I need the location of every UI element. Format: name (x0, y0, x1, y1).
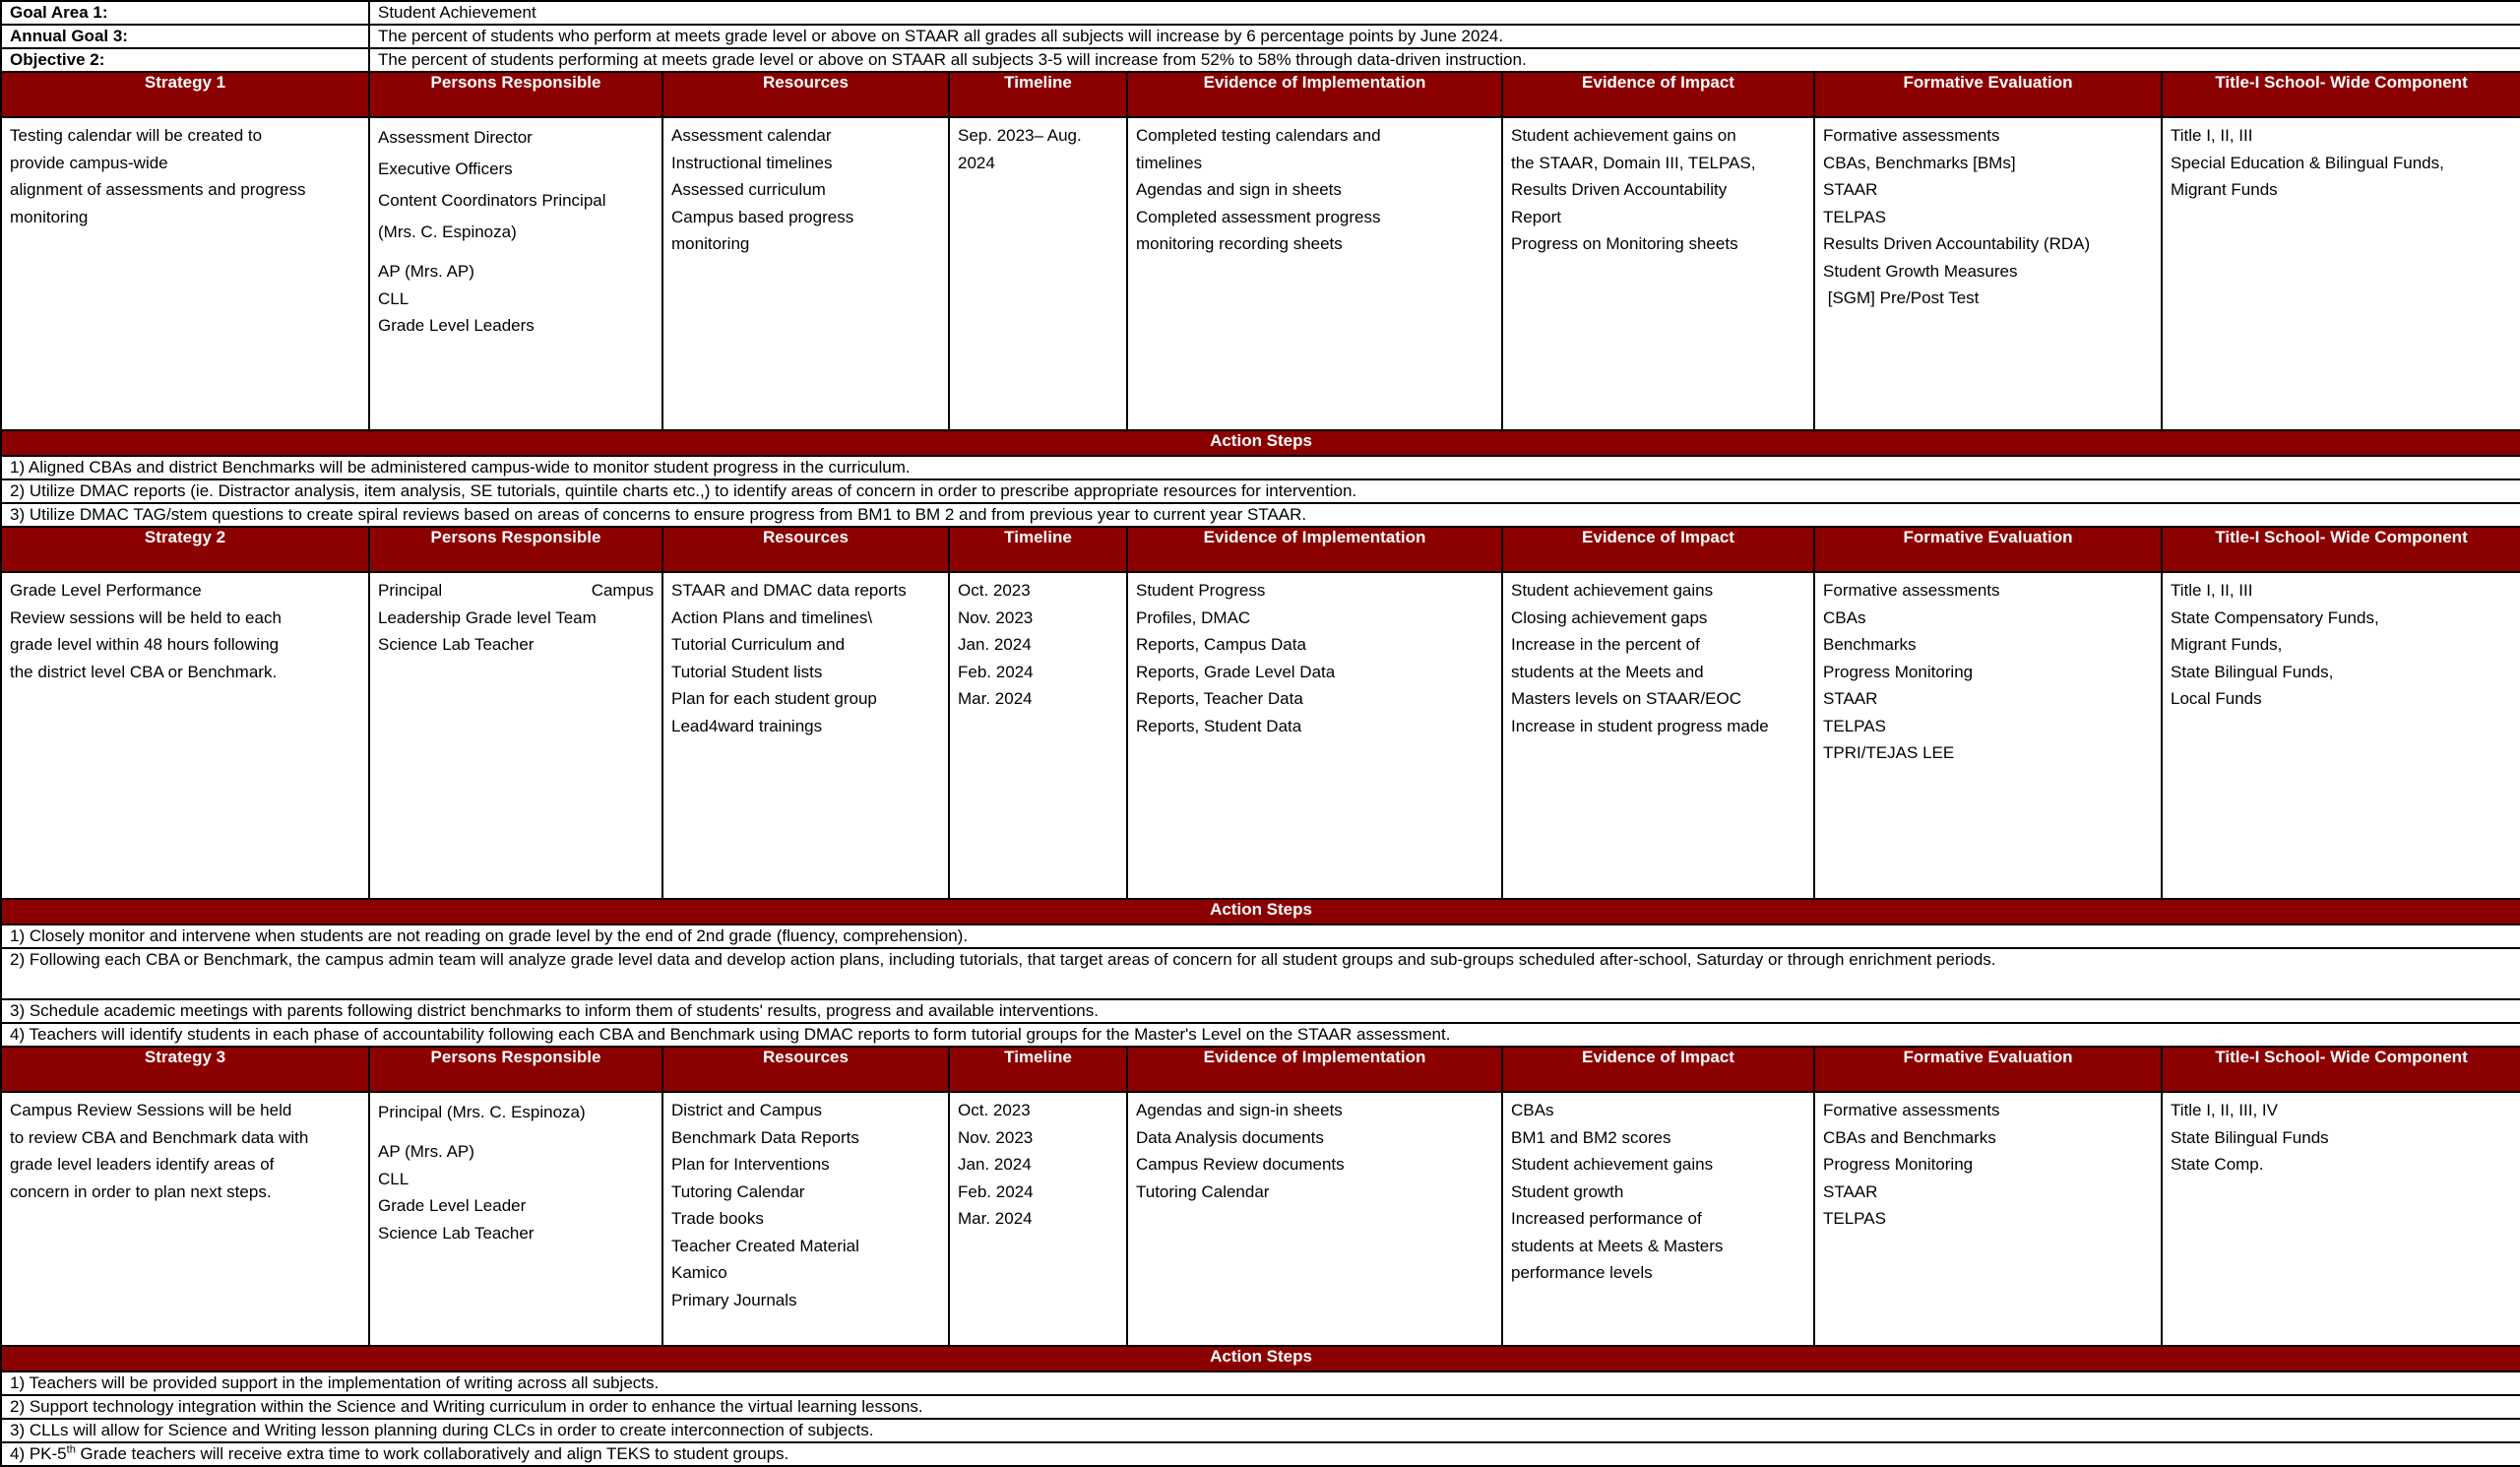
text-line: Principal (Mrs. C. Espinoza) (378, 1103, 586, 1121)
action-steps-header-row (1, 899, 2520, 925)
goal-area-label: Goal Area 1: (1, 1, 369, 25)
title-i-component (2162, 117, 2520, 430)
person-principal: Principal (378, 581, 443, 600)
text-line: Grade Level Performance (10, 581, 202, 600)
action-step-row (1, 479, 2520, 503)
text-line: Assessment calendar (671, 126, 832, 145)
text-line: Local Funds (2171, 689, 2262, 708)
column-header-evidence-implementation: Evidence of Implementation (1127, 1047, 1502, 1092)
text-line: Formative assessments (1823, 1101, 2000, 1119)
text-line: Nov. 2023 (958, 607, 1034, 627)
text-line: students at Meets & Masters (1511, 1236, 1724, 1255)
annual-goal-row (1, 25, 2520, 48)
action-steps-header-row (1, 1346, 2520, 1371)
text-line: Increase in the percent of (1511, 635, 1700, 654)
text-line: CLL (378, 1169, 410, 1188)
text-line: Grade Level Leaders (378, 316, 535, 335)
annual-goal-label: Annual Goal 3: (1, 25, 369, 48)
action-step: 2) Support technology integration within the Science and Writing curriculum in order to enhance the virtual learning lessons. (1, 1395, 2520, 1419)
text-line: Completed assessment progress (1136, 207, 1381, 226)
text-line: Progress Monitoring (1823, 1155, 1974, 1174)
column-header-timeline: Timeline (949, 1047, 1127, 1092)
text-line: CBAs (1511, 1101, 1554, 1119)
timeline (949, 117, 1127, 430)
text-line: AP (Mrs. AP) (378, 262, 474, 281)
formative-evaluation (1814, 572, 2162, 899)
persons-responsible (369, 117, 662, 430)
text-line: State Bilingual Funds (2171, 1127, 2329, 1147)
text-line: the STAAR, Domain III, TELPAS, (1511, 153, 1756, 172)
text-line: Agendas and sign in sheets (1136, 180, 1342, 199)
text-line: grade level within 48 hours following (10, 635, 280, 654)
text-line: Feb. 2024 (958, 1181, 1034, 1201)
text-line: Title I, II, III (2171, 126, 2253, 145)
text-line: monitoring recording sheets (1136, 234, 1343, 253)
column-header-timeline: Timeline (949, 72, 1127, 117)
strategy-title: Strategy 2 (1, 527, 369, 572)
text-line: Migrant Funds (2171, 180, 2278, 199)
text-line: Plan for each student group (671, 689, 877, 708)
text-line: Grade Level Leader (378, 1196, 527, 1215)
column-header-resources: Resources (662, 72, 949, 117)
text-line: timelines (1136, 153, 1203, 172)
person-campus: Campus (591, 581, 654, 600)
text-line: concern in order to plan next steps. (10, 1181, 272, 1201)
column-header-resources: Resources (662, 1047, 949, 1092)
text-line: Content Coordinators Principal (378, 191, 606, 210)
text-line: State Comp. (2171, 1155, 2264, 1174)
spacer (378, 1128, 654, 1138)
text-line: Oct. 2023 (958, 581, 1031, 600)
action-step-text: 4) PK-5 (10, 1444, 67, 1463)
strategy-description (1, 1092, 369, 1346)
superscript: th (66, 1443, 76, 1456)
evidence-impact (1502, 572, 1814, 899)
text-line: provide campus-wide (10, 153, 168, 172)
text-line: TPRI/TEJAS LEE (1823, 743, 1955, 762)
text-line: CBAs, Benchmarks [BMs] (1823, 153, 2016, 172)
text-line: State Bilingual Funds, (2171, 662, 2334, 681)
text-line: TELPAS (1823, 1209, 1886, 1228)
text-line: Tutorial Student lists (671, 662, 823, 681)
text-line: Student achievement gains on (1511, 126, 1736, 145)
text-line: Jan. 2024 (958, 1155, 1032, 1174)
action-step: 1) Teachers will be provided support in the implementation of writing across all subjects. (1, 1371, 2520, 1395)
text-line: Sep. 2023– Aug. (958, 126, 1082, 145)
strategy-description (1, 117, 369, 430)
text-line: Benchmark Data Reports (671, 1127, 859, 1147)
text-line: Testing calendar will be created to (10, 126, 263, 145)
column-header-title-i: Title-I School- Wide Component (2162, 1047, 2520, 1092)
text-line: Jan. 2024 (958, 635, 1032, 654)
evidence-impact (1502, 117, 1814, 430)
resources (662, 117, 949, 430)
text-line: TELPAS (1823, 207, 1886, 226)
text-line: Mar. 2024 (958, 689, 1033, 708)
strategy-3-body-row (1, 1092, 2520, 1346)
text-line (378, 577, 654, 605)
text-line: CLL (378, 288, 410, 308)
text-line: Benchmarks (1823, 635, 1917, 654)
formative-evaluation (1814, 117, 2162, 430)
action-steps-label: Action Steps (1, 430, 2520, 456)
column-header-evidence-impact: Evidence of Impact (1502, 1047, 1814, 1092)
text-line: Leadership Grade level Team (378, 607, 597, 627)
strategy-description (1, 572, 369, 899)
column-header-title-i: Title-I School- Wide Component (2162, 527, 2520, 572)
evidence-impact (1502, 1092, 1814, 1346)
action-step-row (1, 925, 2520, 948)
column-header-evidence-impact: Evidence of Impact (1502, 72, 1814, 117)
text-line: CBAs and Benchmarks (1823, 1127, 1996, 1147)
text-line: Formative assessments (1823, 581, 2000, 600)
text-line: Title I, II, III, IV (2171, 1101, 2278, 1119)
text-line: Progress Monitoring (1823, 662, 1974, 681)
resources (662, 1092, 949, 1346)
text-line: TELPAS (1823, 716, 1886, 735)
text-line: alignment of assessments and progress (10, 180, 306, 199)
text-line: Instructional timelines (671, 153, 833, 172)
column-header-timeline: Timeline (949, 527, 1127, 572)
column-header-persons: Persons Responsible (369, 527, 662, 572)
text-line: Completed testing calendars and (1136, 126, 1381, 145)
action-step-row (1, 1442, 2520, 1466)
text-line: Special Education & Bilingual Funds, (2171, 153, 2444, 172)
text-line: Science Lab Teacher (378, 635, 535, 654)
text-line: Student achievement gains (1511, 1155, 1714, 1174)
action-step-row (1, 456, 2520, 479)
text-line: grade level leaders identify areas of (10, 1155, 275, 1174)
action-step-row (1, 948, 2520, 999)
column-header-persons: Persons Responsible (369, 72, 662, 117)
text-line: 2024 (958, 153, 995, 172)
column-header-formative: Formative Evaluation (1814, 527, 2162, 572)
text-line: Assessment Director (378, 128, 533, 147)
action-step-row (1, 1419, 2520, 1442)
strategy-2-header-row (1, 527, 2520, 572)
text-line: Student Growth Measures (1823, 261, 2018, 281)
objective-row (1, 48, 2520, 72)
timeline (949, 572, 1127, 899)
action-steps-header-row (1, 430, 2520, 456)
action-steps-label: Action Steps (1, 899, 2520, 925)
column-header-title-i: Title-I School- Wide Component (2162, 72, 2520, 117)
column-header-evidence-implementation: Evidence of Implementation (1127, 72, 1502, 117)
text-line: Tutoring Calendar (1136, 1181, 1270, 1201)
text-line: Science Lab Teacher (378, 1223, 535, 1243)
text-line: Reports, Campus Data (1136, 635, 1306, 654)
evidence-implementation (1127, 1092, 1502, 1346)
text-line: monitoring (671, 234, 750, 253)
text-line: Formative assessments (1823, 126, 2000, 145)
annual-goal-value: The percent of students who perform at meets grade level or above on STAAR all grades all subjects will increase by 6 percentage points by June 2024. (369, 25, 2520, 48)
action-step: 1) Aligned CBAs and district Benchmarks will be administered campus-wide to monitor student progress in the curriculum. (1, 456, 2520, 479)
formative-evaluation (1814, 1092, 2162, 1346)
column-header-formative: Formative Evaluation (1814, 1047, 2162, 1092)
text-line: State Compensatory Funds, (2171, 607, 2379, 627)
column-header-persons: Persons Responsible (369, 1047, 662, 1092)
objective-label: Objective 2: (1, 48, 369, 72)
text-line: Plan for Interventions (671, 1155, 830, 1174)
text-line: Student achievement gains (1511, 581, 1714, 600)
text-line: Data Analysis documents (1136, 1127, 1324, 1147)
action-step-row (1, 1395, 2520, 1419)
text-line: Feb. 2024 (958, 662, 1034, 681)
text-line: Title I, II, III (2171, 581, 2253, 600)
strategy-1-header-row (1, 72, 2520, 117)
action-step-row (1, 1371, 2520, 1395)
text-line: Tutoring Calendar (671, 1181, 805, 1201)
text-line: Trade books (671, 1209, 764, 1228)
column-header-evidence-implementation: Evidence of Implementation (1127, 527, 1502, 572)
text-line: Reports, Student Data (1136, 716, 1302, 735)
text-line: Migrant Funds, (2171, 635, 2283, 654)
text-line: the district level CBA or Benchmark. (10, 662, 278, 681)
title-i-component (2162, 572, 2520, 899)
text-line: BM1 and BM2 scores (1511, 1127, 1671, 1147)
text-line: Kamico (671, 1263, 727, 1282)
text-line: Student Progress (1136, 581, 1266, 600)
text-line: Assessed curriculum (671, 180, 826, 199)
action-step-row (1, 999, 2520, 1023)
action-step (1, 1442, 2520, 1466)
text-line: Increased performance of (1511, 1209, 1702, 1228)
text-line: Review sessions will be held to each (10, 607, 282, 627)
goal-area-value: Student Achievement (369, 1, 2520, 25)
text-line: Oct. 2023 (958, 1101, 1031, 1119)
text-line: [SGM] Pre/Post Test (1823, 288, 1980, 307)
evidence-implementation (1127, 572, 1502, 899)
action-step-row (1, 1023, 2520, 1047)
goal-area-row (1, 1, 2520, 25)
text-line: Report (1511, 207, 1562, 226)
objective-value: The percent of students performing at meets grade level or above on STAAR all subjects 3-5 will increase from 52% to 58% through data-driven instruction. (369, 48, 2520, 72)
text-line: Action Plans and timelines\ (671, 607, 873, 627)
text-line: AP (Mrs. AP) (378, 1142, 474, 1161)
text-line: Reports, Teacher Data (1136, 689, 1303, 708)
strategy-1-body-row (1, 117, 2520, 430)
strategy-title: Strategy 3 (1, 1047, 369, 1092)
text-line: Tutorial Curriculum and (671, 635, 846, 654)
text-line: STAAR (1823, 180, 1878, 199)
text-line: Profiles, DMAC (1136, 607, 1251, 627)
text-line: Agendas and sign-in sheets (1136, 1101, 1343, 1119)
persons-responsible (369, 1092, 662, 1346)
strategy-3-header-row (1, 1047, 2520, 1092)
action-step-text: Grade teachers will receive extra time to work collaboratively and align TEKS to student groups. (75, 1444, 789, 1463)
text-line: Reports, Grade Level Data (1136, 662, 1336, 681)
timeline (949, 1092, 1127, 1346)
action-step: 2) Utilize DMAC reports (ie. Distractor analysis, item analysis, SE tutorials, quintile charts etc.,) to identify areas of concern in order to prescribe appropriate resources for intervention. (1, 479, 2520, 503)
evidence-implementation (1127, 117, 1502, 430)
text-line: Nov. 2023 (958, 1127, 1034, 1147)
text-line: STAAR (1823, 1181, 1878, 1201)
title-i-component (2162, 1092, 2520, 1346)
text-line: Mar. 2024 (958, 1209, 1033, 1228)
column-header-formative: Formative Evaluation (1814, 72, 2162, 117)
action-step: 3) Schedule academic meetings with parents following district benchmarks to inform them of students' results, progress and available interventions. (1, 999, 2520, 1023)
action-step: 1) Closely monitor and intervene when students are not reading on grade level by the end of 2nd grade (fluency, comprehension). (1, 925, 2520, 948)
action-steps-label: Action Steps (1, 1346, 2520, 1371)
resources (662, 572, 949, 899)
text-line: Primary Journals (671, 1290, 797, 1309)
text-line: Teacher Created Material (671, 1236, 859, 1255)
text-line: Masters levels on STAAR/EOC (1511, 689, 1741, 708)
column-header-resources: Resources (662, 527, 949, 572)
text-line: Campus Review documents (1136, 1155, 1345, 1174)
text-line: Results Driven Accountability (1511, 180, 1728, 199)
text-line: Closing achievement gaps (1511, 607, 1708, 627)
strategy-2-body-row (1, 572, 2520, 899)
action-step-row (1, 503, 2520, 527)
text-line: performance levels (1511, 1263, 1653, 1282)
text-line: Campus based progress (671, 207, 854, 226)
text-line: STAAR and DMAC data reports (671, 581, 907, 600)
spacer (378, 248, 654, 258)
text-line: monitoring (10, 207, 89, 226)
text-line: Progress on Monitoring sheets (1511, 234, 1738, 253)
action-step: 4) Teachers will identify students in each phase of accountability following each CBA and Benchmark using DMAC reports to form tutorial groups for the Master's Level on the STAAR assessment. (1, 1023, 2520, 1047)
column-header-evidence-impact: Evidence of Impact (1502, 527, 1814, 572)
text-line: students at the Meets and (1511, 662, 1704, 681)
action-step: 3) CLLs will allow for Science and Writing lesson planning during CLCs in order to create interconnection of subjects. (1, 1419, 2520, 1442)
action-step: 2) Following each CBA or Benchmark, the campus admin team will analyze grade level data and develop action plans, including tutorials, that target areas of concern for all student groups and sub-groups scheduled after-school, Saturday or through enrichment periods. (1, 948, 2520, 999)
text-line: CBAs (1823, 607, 1866, 627)
action-step: 3) Utilize DMAC TAG/stem questions to create spiral reviews based on areas of concerns to ensure progress from BM1 to BM 2 and from previous year to current year STAAR. (1, 503, 2520, 527)
text-line: Results Driven Accountability (RDA) (1823, 234, 2091, 253)
text-line: Lead4ward trainings (671, 716, 823, 735)
text-line: (Mrs. C. Espinoza) (378, 223, 517, 241)
text-line: Executive Officers (378, 159, 513, 178)
text-line: STAAR (1823, 689, 1878, 708)
strategy-title: Strategy 1 (1, 72, 369, 117)
text-line: District and Campus (671, 1101, 823, 1119)
text-line: Increase in student progress made (1511, 716, 1769, 735)
text-line: Campus Review Sessions will be held (10, 1101, 292, 1119)
text-line: Student growth (1511, 1181, 1624, 1201)
persons-responsible (369, 572, 662, 899)
text-line: to review CBA and Benchmark data with (10, 1127, 309, 1147)
